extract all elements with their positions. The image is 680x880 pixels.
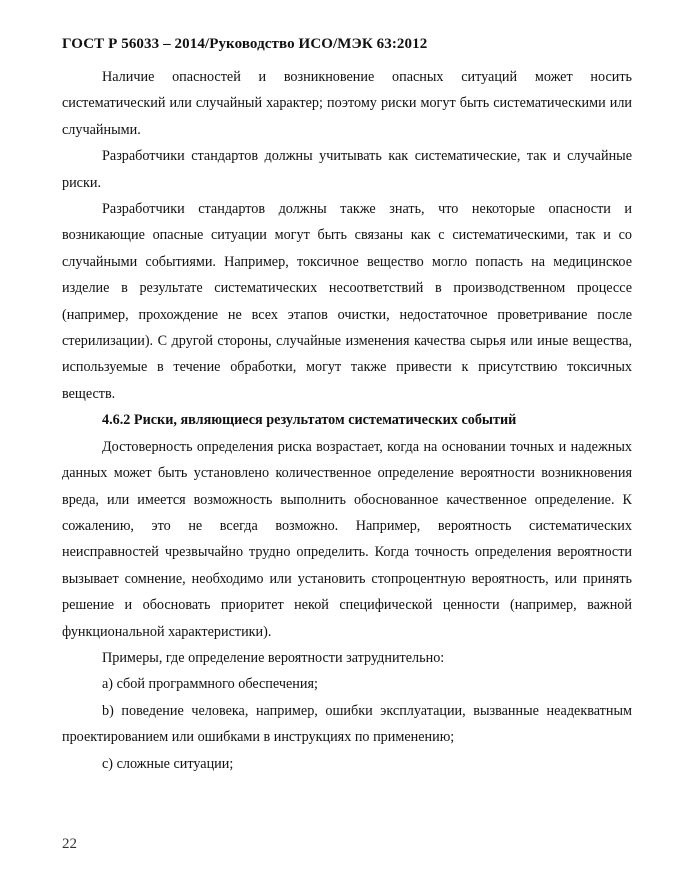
subsection-heading: 4.6.2 Риски, являющиеся результатом систематических событий — [102, 412, 517, 429]
paragraph: Разработчики стандартов должны учитывать как систематические, так и случайные риски. — [62, 148, 632, 191]
document-body — [62, 64, 632, 777]
list-item: а) сбой программного обеспечения; — [102, 676, 318, 693]
paragraph: Достоверность определения риска возрастает, когда на основании точных и надежных данных может быть установлено количественное определение вероятности возникновения вреда, или имеется возможность выполнить обоснованное качественное определение. К сожалению, это не всегда возможно. Например, вероятность систематических неисправностей чрезвычайно трудно определить. Когда точность определения вероятности вызывает сомнение, необходимо или установить стопроцентную вероятность, или принять решение и обосновать приоритет некой специфической ценности (например, важной функциональной характеристики). — [62, 438, 632, 640]
list-item: с) сложные ситуации; — [102, 755, 234, 772]
paragraph: Примеры, где определение вероятности затруднительно: — [102, 649, 445, 666]
list-item: b) поведение человека, например, ошибки эксплуатации, вызванные неадекватным проектированием или ошибками в инструкциях по применению; — [62, 702, 632, 746]
paragraph: Разработчики стандартов должны также знать, что некоторые опасности и возникающие опасные ситуации могут быть связаны как с систематическими, так и со случайными событиями. Например, токсичное вещество могло попасть на медицинское изделие в результате систематических несоответствий в производственном процессе (например, прохождение не всех этапов очистки, недостаточное проветривание после стерилизации). С другой стороны, случайные изменения качества сырья или иные вещества, используемые в течение обработки, могут также привести к присутствию токсичных веществ. — [62, 201, 632, 402]
document-header: ГОСТ Р 56033 – 2014/Руководство ИСО/МЭК 63:2012 — [62, 36, 428, 52]
page-number: 22 — [62, 836, 77, 852]
paragraph: Наличие опасностей и возникновение опасных ситуаций может носить систематический или случайный характер; поэтому риски могут быть систематическими или случайными. — [62, 69, 632, 138]
